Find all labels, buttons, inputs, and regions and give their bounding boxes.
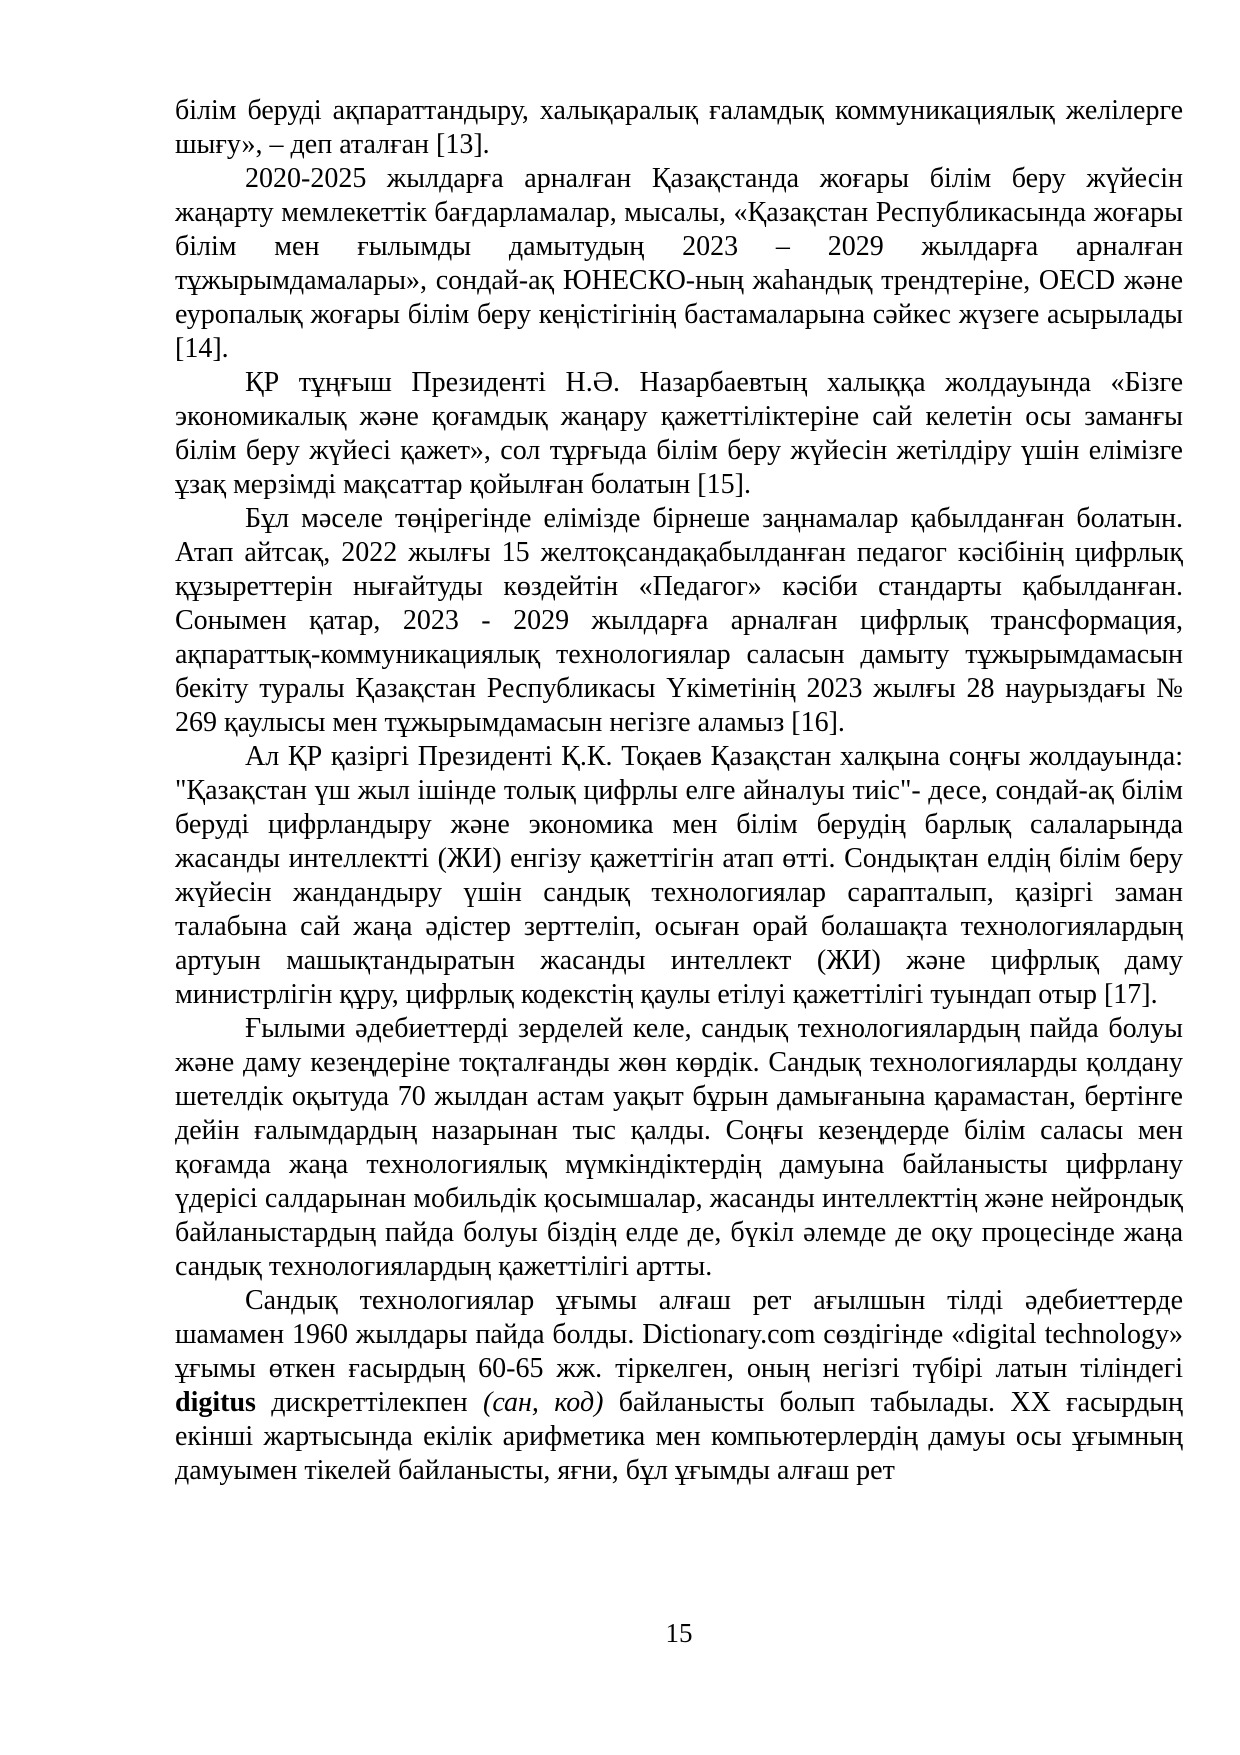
text-run: Сандық технологиялар ұғымы алғаш рет ағылшын тілді әдебиеттерде шамамен 1960 жылдары пайда болды. Dictionary.com сөздігінде «digital technology» ұғымы өткен ғасырдың 60-65 жж. тіркелген, оның негізгі түбірі латын тіліндегі	[175, 1285, 1183, 1384]
text-run: дискреттілекпен	[255, 1387, 483, 1418]
paragraph	[175, 740, 1183, 1012]
text-run: Бұл мәселе төңірегінде елімізде бірнеше заңнамалар қабылданған болатын. Атап айтсақ, 2022 жылғы 15 желтоқсандақабылданған педагог кәсібінің цифрлық құзыреттерін нығайтуды көздейтін «Педагог» кәсіби стандарты қабылданған. Сонымен қатар, 2023 - 2029 жылдарға арналған цифрлық трансформация, ақпараттық-коммуникациялық технологиялар саласын дамыту тұжырымдамасын бекіту туралы Қазақстан Республикасы Үкіметінің 2023 жылғы 28 наурыздағы № 269 қаулысы мен тұжырымдамасын негізге аламыз [16].	[175, 503, 1183, 738]
paragraph	[175, 366, 1183, 502]
paragraph	[175, 94, 1183, 162]
text-run: 2020-2025 жылдарға арналған Қазақстанда жоғары білім беру жүйесін жаңарту мемлекеттік бағдарламалар, мысалы, «Қазақстан Республикасында жоғары білім мен ғылымды дамытудың 2023 – 2029 жылдарға арналған тұжырымдамалары», сондай-ақ ЮНЕСКО-ның жаһандық трендтеріне, OECD және еуропалық жоғары білім беру кеңістігінің бастамаларына сәйкес жүзеге асырылады [14].	[175, 163, 1183, 364]
text-run: Ғылыми әдебиеттерді зерделей келе, сандық технологиялардың пайда болуы және даму кезеңдеріне тоқталғанды жөн көрдік. Сандық технологияларды қолдану шетелдік оқытуда 70 жылдан астам уақыт бұрын дамығанына қарамастан, бертінге дейін ғалымдардың назарынан тыс қалды. Соңғы кезеңдерде білім саласы мен қоғамда жаңа технологиялық мүмкіндіктердің дамуына байланысты цифрлану үдерісі салдарынан мобильдік қосымшалар, жасанды интеллекттің және нейрондық байланыстардың пайда болуы біздің елде де, бүкіл әлемде де оқу процесінде жаңа сандық технологиялардың қажеттілігі артты.	[175, 1013, 1183, 1282]
paragraph	[175, 1012, 1183, 1284]
text-run: ҚР тұңғыш Президенті Н.Ә. Назарбаевтың халыққа жолдауында «Бізге экономикалық және қоғамдық жаңару қажеттіліктеріне сай келетін осы заманғы білім беру жүйесі қажет», сол тұрғыда білім беру жүйесін жетілдіру үшін елімізге ұзақ мерзімді мақсаттар қойылған болатын [15].	[175, 367, 1183, 500]
paragraph	[175, 502, 1183, 740]
paragraph	[175, 162, 1183, 366]
text-run: (сан, код)	[483, 1387, 604, 1418]
paragraph	[175, 1284, 1183, 1488]
text-run: байланысты болып табылады. ХХ ғасырдың екінші жартысында екілік арифметика мен компьютерлердің дамуы осы ұғымның дамуымен тікелей байланысты, яғни, бұл ұғымды алғаш рет	[175, 1387, 1183, 1486]
text-run: digitus	[175, 1387, 256, 1418]
page-text	[175, 94, 1183, 1488]
text-run: білім беруді ақпараттандыру, халықаралық ғаламдық коммуникациялық желілерге шығу», – деп аталған [13].	[175, 95, 1183, 160]
text-run: Ал ҚР қазіргі Президенті Қ.К. Тоқаев Қазақстан халқына соңғы жолдауында: "Қазақстан үш жыл ішінде толық цифрлы елге айналуы тиіс"- десе, сондай-ақ білім беруді цифрландыру және экономика мен білім берудің барлық салаларында жасанды интеллектті (ЖИ) енгізу қажеттігін атап өтті. Сондықтан елдің білім беру жүйесін жандандыру үшін сандық технологиялар сарапталып, қазіргі заман талабына сай жаңа әдістер зерттеліп, осыған орай болашақта технологиялардың артуын машықтандыратын жасанды интеллект (ЖИ) және цифрлық даму министрлігін құру, цифрлық кодекстің қаулы етілуі қажеттілігі туындап отыр [17].	[175, 741, 1183, 1010]
page-number: 15	[665, 1618, 693, 1648]
